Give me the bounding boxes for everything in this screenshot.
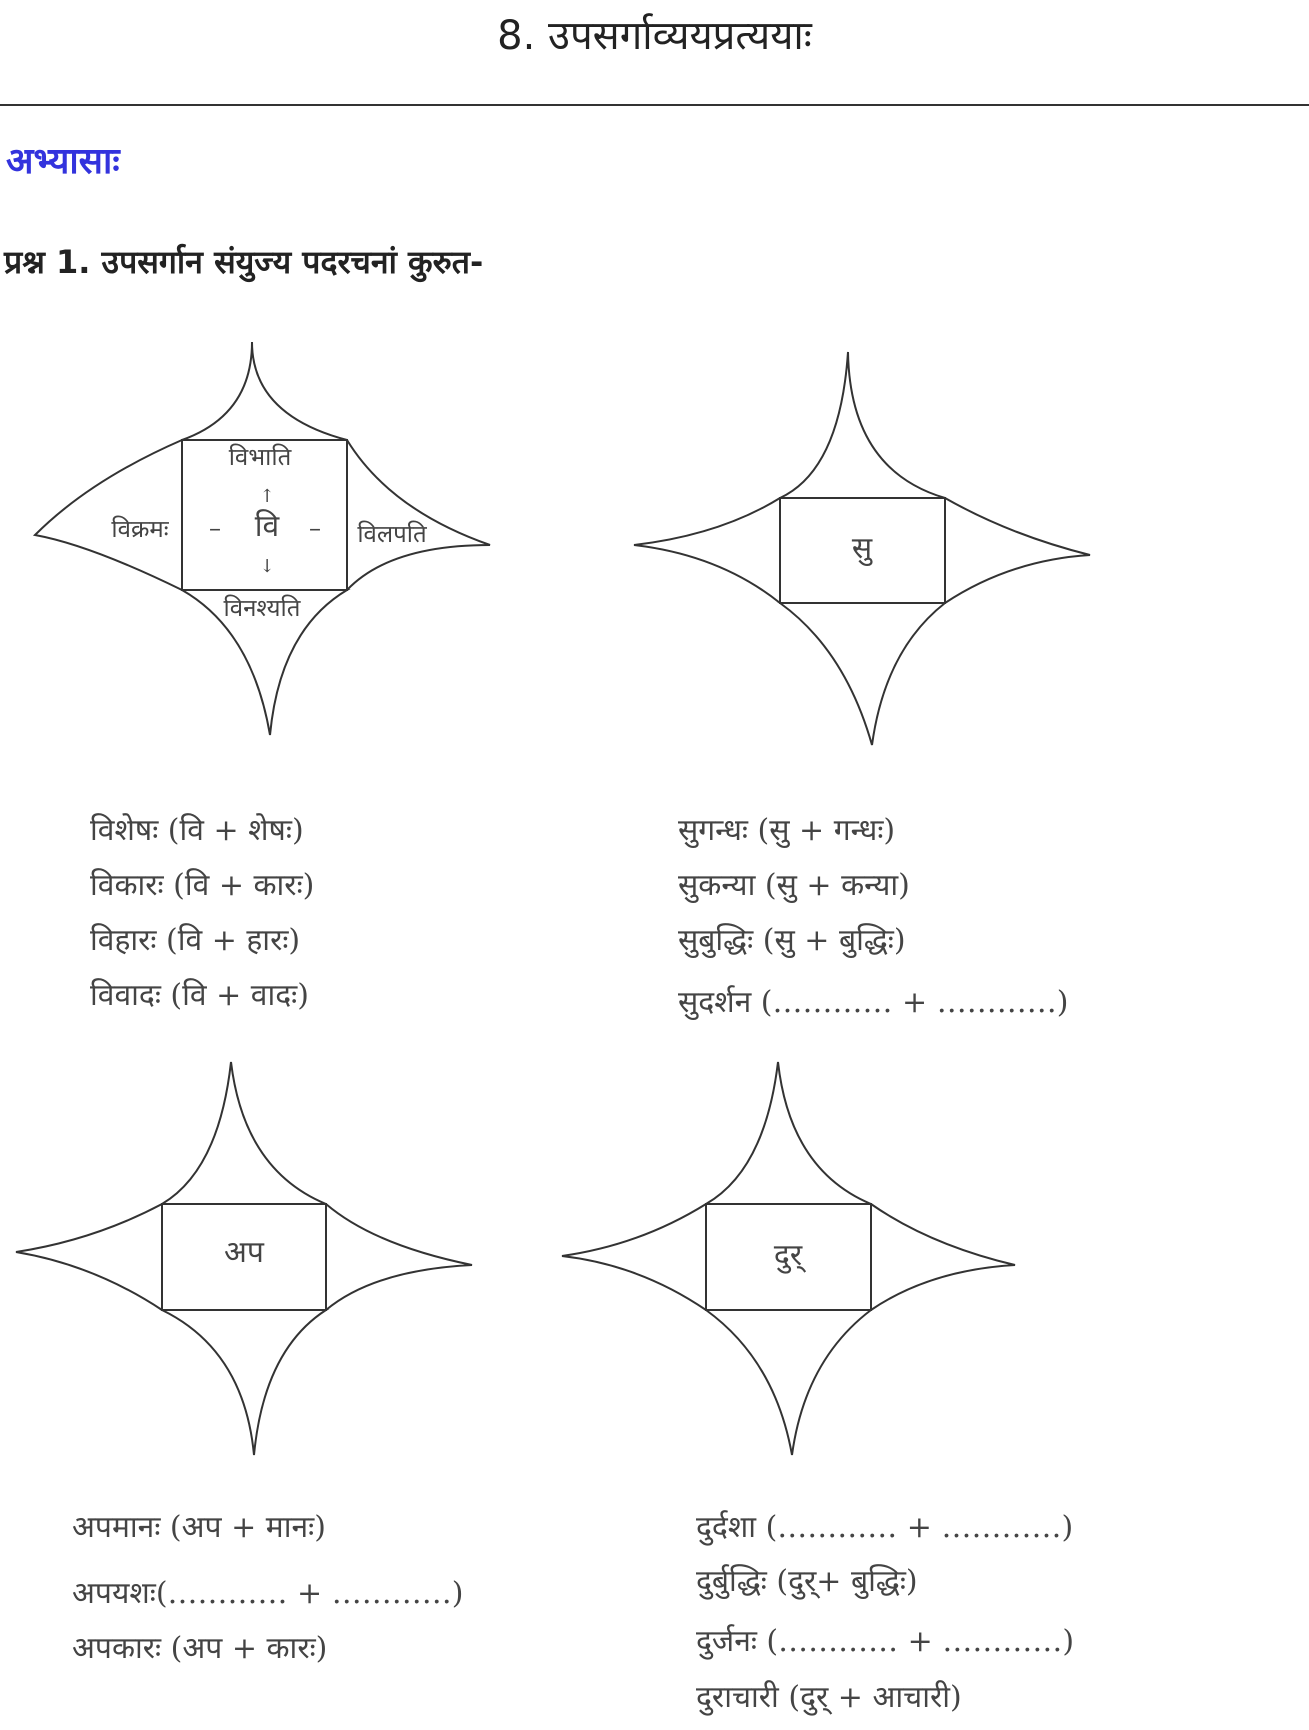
list-item: विवादः (वि + वादः) bbox=[90, 978, 309, 1013]
dash-left: – bbox=[209, 514, 221, 542]
list-item: विशेषः (वि + शेषः) bbox=[90, 813, 304, 848]
prefix-star-diagram-dur bbox=[560, 1060, 1030, 1460]
list-item: अपयशः(………… + …………) bbox=[72, 1576, 464, 1611]
list-item: दुराचारी (दुर् + आचारी) bbox=[696, 1680, 962, 1715]
list-item: दुर्दशा (………… + …………) bbox=[696, 1510, 1074, 1545]
center-word: वि bbox=[254, 509, 280, 544]
question-heading: प्रश्न 1. उपसर्गान संयुज्य पदरचनां कुरुत- bbox=[4, 243, 484, 281]
section-heading: अभ्यासाः bbox=[6, 141, 120, 182]
answers-su bbox=[678, 808, 1068, 1035]
word-bottom: विनश्यति bbox=[223, 594, 301, 622]
list-item: विहारः (वि + हारः) bbox=[90, 923, 301, 958]
word-right: विलपति bbox=[357, 520, 427, 548]
list-item: सुकन्या (सु + कन्या) bbox=[678, 868, 910, 903]
prefix-star-diagram-su bbox=[630, 350, 1100, 750]
list-item: सुबुद्धिः (सु + बुद्धिः) bbox=[678, 923, 906, 958]
list-item: सुदर्शन (………… + …………) bbox=[678, 985, 1069, 1020]
center-word: सु bbox=[851, 531, 873, 566]
list-item: दुर्बुद्धिः (दुर्+ बुद्धिः) bbox=[696, 1564, 918, 1599]
list-item: दुर्जनः (………… + …………) bbox=[696, 1624, 1075, 1659]
list-item: सुगन्धः (सु + गन्धः) bbox=[678, 813, 896, 848]
arrow-down-icon: ↓ bbox=[259, 556, 275, 577]
center-word: अप bbox=[224, 1235, 264, 1270]
center-word: दुर् bbox=[773, 1238, 803, 1273]
list-item: अपमानः (अप + मानः) bbox=[72, 1510, 326, 1545]
page-title: 8. उपसर्गाव्ययप्रत्ययाः bbox=[497, 13, 812, 59]
list-item: विकारः (वि + कारः) bbox=[90, 868, 315, 903]
answers-apa bbox=[72, 1505, 463, 1681]
list-item: अपकारः (अप + कारः) bbox=[72, 1631, 328, 1666]
word-top: विभाति bbox=[228, 443, 292, 471]
title-divider bbox=[0, 104, 1309, 106]
prefix-star-diagram-vi bbox=[30, 340, 500, 740]
dash-right: – bbox=[309, 514, 321, 542]
answers-dur bbox=[696, 1505, 1074, 1730]
prefix-star-diagram-apa bbox=[14, 1060, 484, 1460]
word-left: विक्रमः bbox=[111, 515, 169, 543]
answers-vi bbox=[90, 808, 314, 1028]
arrow-up-icon: ↑ bbox=[259, 486, 275, 507]
